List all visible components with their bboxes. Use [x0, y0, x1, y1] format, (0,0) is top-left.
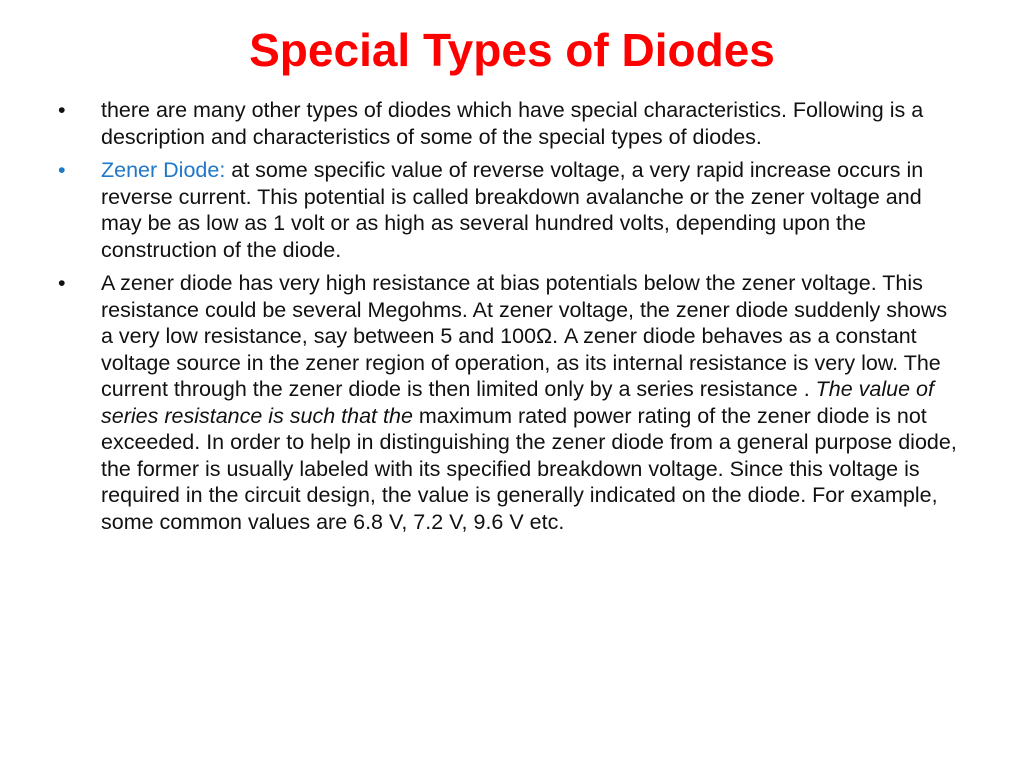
bullet-item-intro [58, 97, 958, 150]
bullet-item-zener-diode [58, 157, 958, 263]
bullet-marker: • [58, 271, 66, 295]
slide-title: Special Types of Diodes [249, 24, 775, 76]
term-zener-diode: Zener Diode: [101, 158, 226, 182]
bullet-text: at some specific value of reverse voltage, a very rapid increase occurs in reverse current. This potential is called breakdown avalanche or the zener voltage and may be as low as 1 volt or as high as several hundred volts, depending upon the construction of the diode. [101, 158, 924, 262]
bullet-text: there are many other types of diodes which have special characteristics. Following is a description and characteristics of some of the special types of diodes. [101, 98, 924, 149]
bullet-item-zener-resistance [58, 270, 958, 535]
bullet-list [58, 97, 958, 542]
bullet-marker: • [58, 158, 66, 182]
bullet-marker: • [58, 98, 66, 122]
bullet-text-before-italic: A zener diode has very high resistance at bias potentials below the zener voltage. This resistance could be several Megohms. At zener voltage, the zener diode suddenly shows a very low resistance, say between 5 and 100Ω. A zener diode behaves as a constant voltage source in the zener region of operation, as its internal resistance is very low. The current through the zener diode is then limited only by a series resistance . [101, 271, 948, 401]
bullet-italic-text: The value of series resistance is such that the [101, 377, 934, 428]
bullet-text-after-italic: maximum rated power rating of the zener diode is not exceeded. In order to help in distinguishing the zener diode from a general purpose diode, the former is usually labeled with its specified breakdown voltage. Since this voltage is required in the circuit design, the value is generally indicated on the diode. For example, some common values are 6.8 V, 7.2 V, 9.6 V etc. [101, 403, 957, 534]
